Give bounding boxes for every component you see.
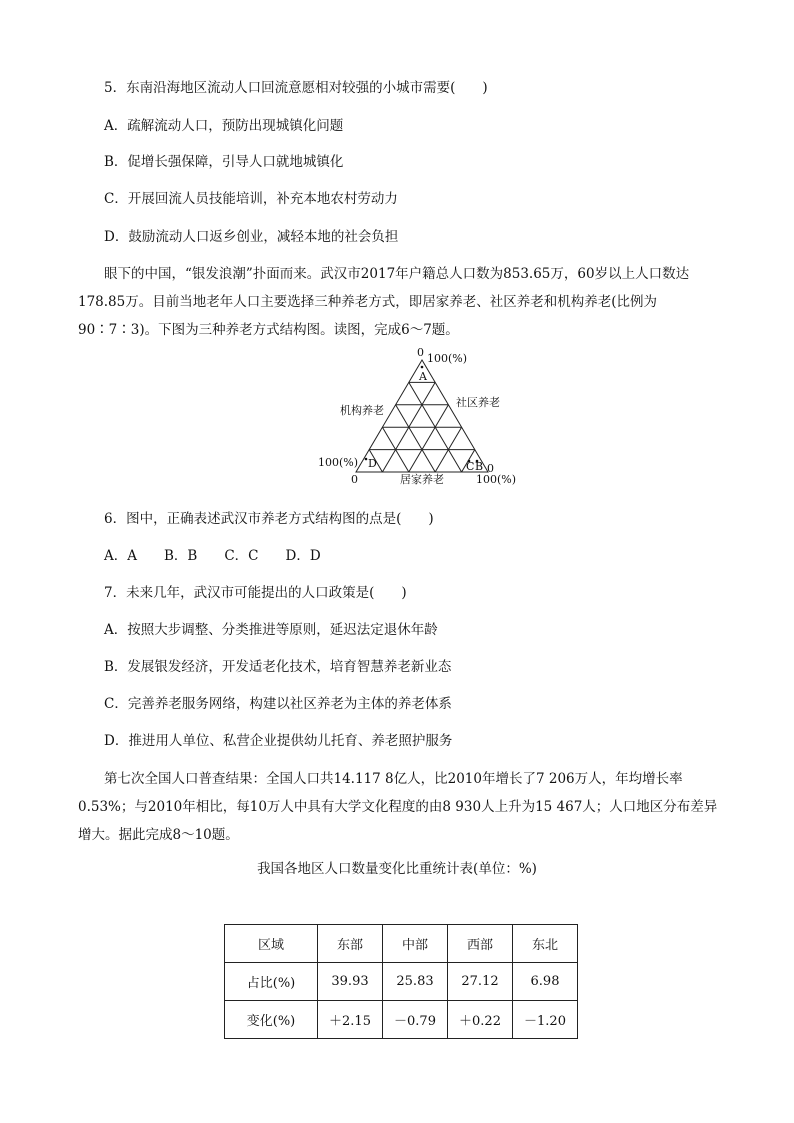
point-c-label: C [466, 460, 475, 473]
table-cell: ＋0.22 [448, 1001, 513, 1039]
header-cell: 西部 [448, 925, 513, 963]
q6-options: A．A B．B C．C D．D [104, 548, 321, 564]
passage-aging [78, 260, 728, 344]
point-b-label: B [475, 460, 484, 473]
table-cell: 25.83 [383, 963, 448, 1001]
ternary-diagram [300, 340, 530, 500]
q5-stem: 5．东南沿海地区流动人口回流意愿相对较强的小城市需要( ) [104, 80, 488, 96]
bottom-right-zero-label: 0 [487, 462, 494, 475]
header-cell: 中部 [383, 925, 448, 963]
top-hundred-label: 100(%) [427, 352, 468, 365]
table-cell: 变化(%) [225, 1001, 318, 1039]
top-zero-label: 0 [417, 346, 424, 359]
bottom-left-zero-label: 0 [351, 473, 358, 486]
q7-stem: 7．未来几年，武汉市可能提出的人口政策是( ) [104, 585, 407, 601]
point-d-dot [365, 458, 368, 461]
header-cell: 东部 [318, 925, 383, 963]
q7-option-a: A．按照大步调整、分类推进等原则，延迟法定退休年龄 [104, 622, 438, 638]
bottom-right-hundred-label: 100(%) [476, 473, 517, 486]
passage-aging-text: 眼下的中国，“银发浪潮”扑面而来。武汉市2017年户籍总人口数为853.65万，60岁以上人口数达178.85万。目前当地老年人口主要选择三种养老方式，即居家养老、社区养老和机构养老(比例为90∶7∶3)。下图为三种养老方式结构图。读图，完成6～7题。 [78, 266, 690, 338]
left-hundred-label: 100(%) [318, 456, 359, 469]
table-cell: 占比(%) [225, 963, 318, 1001]
q7-option-d: D．推进用人单位、私营企业提供幼儿托育、养老照护服务 [104, 733, 453, 749]
point-a-dot [421, 366, 424, 369]
table-row [225, 1001, 578, 1039]
table-cell: －0.79 [383, 1001, 448, 1039]
passage-census-text: 第七次全国人口普查结果：全国人口共14.117 8亿人，比2010年增长了7 206万人，年均增长率0.53%；与2010年相比，每10万人中具有大学文化程度的由8 930人上升为15 467人；人口地区分布差异增大。据此完成8～10题。 [78, 771, 718, 843]
header-cell: 东北 [513, 925, 578, 963]
right-axis-label: 社区养老 [456, 396, 500, 409]
point-d-label: D [368, 457, 377, 470]
passage-census [78, 765, 728, 849]
header-cell: 区域 [225, 925, 318, 963]
q6-stem: 6．图中，正确表述武汉市养老方式结构图的点是( ) [104, 511, 434, 527]
q7-option-c: C．完善养老服务网络，构建以社区养老为主体的养老体系 [104, 696, 452, 712]
table-cell: 27.12 [448, 963, 513, 1001]
population-table [224, 924, 578, 1039]
q5-option-b: B．促增长强保障，引导人口就地城镇化 [104, 154, 344, 170]
q5-option-c: C．开展回流人员技能培训，补充本地农村劳动力 [104, 191, 398, 207]
table-header-row [225, 925, 578, 963]
table-cell: 6.98 [513, 963, 578, 1001]
table-cell: －1.20 [513, 1001, 578, 1039]
table-cell: ＋2.15 [318, 1001, 383, 1039]
bottom-axis-label: 居家养老 [400, 473, 444, 486]
table-row [225, 963, 578, 1001]
table-cell: 39.93 [318, 963, 383, 1001]
point-a-label: A [419, 370, 427, 383]
q5-option-a: A．疏解流动人口，预防出现城镇化问题 [104, 118, 344, 134]
table-title: 我国各地区人口数量变化比重统计表(单位：%) [257, 861, 537, 877]
q5-option-d: D．鼓励流动人口返乡创业，减轻本地的社会负担 [104, 229, 399, 245]
q7-option-b: B．发展银发经济，开发适老化技术，培育智慧养老新业态 [104, 659, 452, 675]
left-axis-label: 机构养老 [340, 404, 384, 417]
